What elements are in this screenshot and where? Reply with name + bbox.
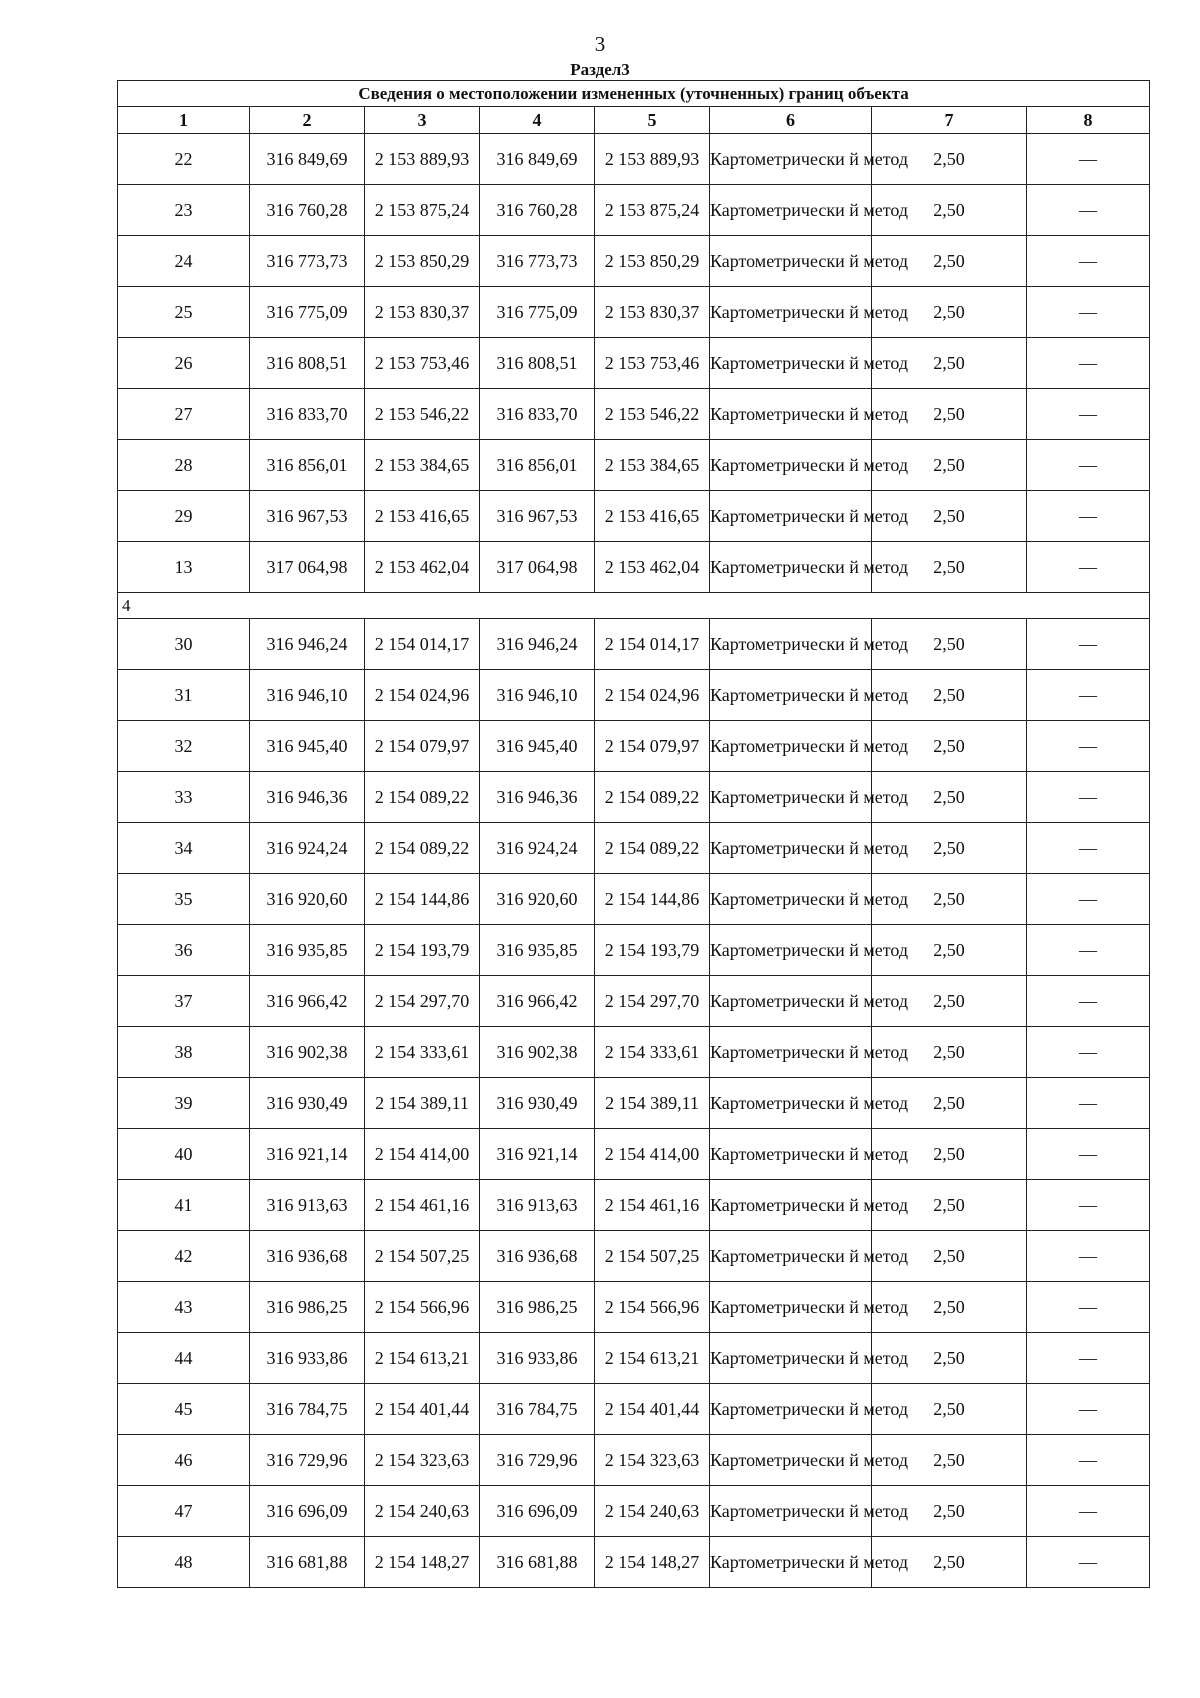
existing-y-cell: 2 153 889,93: [365, 134, 480, 185]
point-number-cell: 26: [118, 338, 250, 389]
new-x-cell: 317 064,98: [480, 542, 595, 593]
description-cell: —: [1027, 389, 1150, 440]
new-x-cell: 316 729,96: [480, 1435, 595, 1486]
method-cell: Картометрически й метод: [710, 542, 872, 593]
table-row: [118, 772, 1150, 823]
new-x-cell: 316 696,09: [480, 1486, 595, 1537]
existing-x-cell: 316 808,51: [250, 338, 365, 389]
table-row: [118, 389, 1150, 440]
existing-y-cell: 2 154 414,00: [365, 1129, 480, 1180]
point-number-cell: 28: [118, 440, 250, 491]
accuracy-cell: 2,50: [872, 670, 1027, 721]
table-row: [118, 287, 1150, 338]
contour-group-row: [118, 593, 1150, 619]
existing-x-cell: 316 946,36: [250, 772, 365, 823]
existing-y-cell: 2 154 323,63: [365, 1435, 480, 1486]
description-cell: —: [1027, 976, 1150, 1027]
existing-x-cell: 316 920,60: [250, 874, 365, 925]
method-cell: Картометрически й метод: [710, 925, 872, 976]
table-row: [118, 1333, 1150, 1384]
existing-x-cell: 316 696,09: [250, 1486, 365, 1537]
method-cell: Картометрически й метод: [710, 185, 872, 236]
table-body: [118, 134, 1150, 1588]
method-cell: Картометрически й метод: [710, 134, 872, 185]
point-number-cell: 29: [118, 491, 250, 542]
new-x-cell: 316 946,10: [480, 670, 595, 721]
point-number-cell: 25: [118, 287, 250, 338]
existing-y-cell: 2 154 089,22: [365, 823, 480, 874]
method-cell: Картометрически й метод: [710, 1078, 872, 1129]
column-number: 3: [365, 107, 480, 134]
new-y-cell: 2 154 566,96: [595, 1282, 710, 1333]
point-number-cell: 43: [118, 1282, 250, 1333]
table-row: [118, 1180, 1150, 1231]
accuracy-cell: 2,50: [872, 976, 1027, 1027]
table-row: [118, 670, 1150, 721]
new-y-cell: 2 154 240,63: [595, 1486, 710, 1537]
point-number-cell: 27: [118, 389, 250, 440]
point-number-cell: 48: [118, 1537, 250, 1588]
column-number: 2: [250, 107, 365, 134]
table-row: [118, 619, 1150, 670]
method-cell: Картометрически й метод: [710, 491, 872, 542]
existing-x-cell: 316 760,28: [250, 185, 365, 236]
accuracy-cell: 2,50: [872, 1537, 1027, 1588]
point-number-cell: 45: [118, 1384, 250, 1435]
point-number-cell: 37: [118, 976, 250, 1027]
description-cell: —: [1027, 1384, 1150, 1435]
accuracy-cell: 2,50: [872, 874, 1027, 925]
point-number-cell: 39: [118, 1078, 250, 1129]
table-row: [118, 185, 1150, 236]
existing-x-cell: 316 775,09: [250, 287, 365, 338]
existing-y-cell: 2 153 384,65: [365, 440, 480, 491]
existing-y-cell: 2 154 148,27: [365, 1537, 480, 1588]
new-x-cell: 316 921,14: [480, 1129, 595, 1180]
method-cell: Картометрически й метод: [710, 1282, 872, 1333]
new-x-cell: 316 946,36: [480, 772, 595, 823]
existing-x-cell: 316 967,53: [250, 491, 365, 542]
method-cell: Картометрически й метод: [710, 1027, 872, 1078]
accuracy-cell: 2,50: [872, 338, 1027, 389]
new-y-cell: 2 153 546,22: [595, 389, 710, 440]
point-number-cell: 30: [118, 619, 250, 670]
existing-y-cell: 2 153 830,37: [365, 287, 480, 338]
description-cell: —: [1027, 491, 1150, 542]
new-x-cell: 316 986,25: [480, 1282, 595, 1333]
new-y-cell: 2 153 462,04: [595, 542, 710, 593]
accuracy-cell: 2,50: [872, 1333, 1027, 1384]
column-number: 4: [480, 107, 595, 134]
new-y-cell: 2 154 079,97: [595, 721, 710, 772]
new-x-cell: 316 833,70: [480, 389, 595, 440]
point-number-cell: 34: [118, 823, 250, 874]
table-row: [118, 1129, 1150, 1180]
table-row: [118, 1384, 1150, 1435]
description-cell: —: [1027, 1027, 1150, 1078]
description-cell: —: [1027, 236, 1150, 287]
table-row: [118, 1078, 1150, 1129]
method-cell: Картометрически й метод: [710, 1333, 872, 1384]
existing-x-cell: 316 913,63: [250, 1180, 365, 1231]
table-row: [118, 236, 1150, 287]
description-cell: —: [1027, 1282, 1150, 1333]
existing-y-cell: 2 154 144,86: [365, 874, 480, 925]
new-y-cell: 2 153 416,65: [595, 491, 710, 542]
new-y-cell: 2 154 014,17: [595, 619, 710, 670]
table-row: [118, 1435, 1150, 1486]
new-y-cell: 2 154 414,00: [595, 1129, 710, 1180]
method-cell: Картометрически й метод: [710, 1537, 872, 1588]
existing-y-cell: 2 154 240,63: [365, 1486, 480, 1537]
accuracy-cell: 2,50: [872, 491, 1027, 542]
accuracy-cell: 2,50: [872, 1384, 1027, 1435]
description-cell: —: [1027, 185, 1150, 236]
accuracy-cell: 2,50: [872, 185, 1027, 236]
new-x-cell: 316 936,68: [480, 1231, 595, 1282]
existing-x-cell: 316 930,49: [250, 1078, 365, 1129]
table-row: [118, 1231, 1150, 1282]
accuracy-cell: 2,50: [872, 1435, 1027, 1486]
description-cell: —: [1027, 1486, 1150, 1537]
existing-y-cell: 2 153 875,24: [365, 185, 480, 236]
existing-y-cell: 2 154 193,79: [365, 925, 480, 976]
point-number-cell: 24: [118, 236, 250, 287]
description-cell: —: [1027, 542, 1150, 593]
new-x-cell: 316 946,24: [480, 619, 595, 670]
new-y-cell: 2 153 384,65: [595, 440, 710, 491]
accuracy-cell: 2,50: [872, 772, 1027, 823]
point-number-cell: 13: [118, 542, 250, 593]
method-cell: Картометрически й метод: [710, 1231, 872, 1282]
new-x-cell: 316 856,01: [480, 440, 595, 491]
new-x-cell: 316 930,49: [480, 1078, 595, 1129]
existing-x-cell: 316 946,10: [250, 670, 365, 721]
existing-x-cell: 316 936,68: [250, 1231, 365, 1282]
point-number-cell: 35: [118, 874, 250, 925]
new-x-cell: 316 945,40: [480, 721, 595, 772]
new-y-cell: 2 154 148,27: [595, 1537, 710, 1588]
new-y-cell: 2 154 024,96: [595, 670, 710, 721]
new-y-cell: 2 154 461,16: [595, 1180, 710, 1231]
description-cell: —: [1027, 338, 1150, 389]
table-row: [118, 823, 1150, 874]
existing-y-cell: 2 154 014,17: [365, 619, 480, 670]
accuracy-cell: 2,50: [872, 823, 1027, 874]
new-x-cell: 316 924,24: [480, 823, 595, 874]
boundary-coordinates-table: [117, 80, 1150, 1588]
method-cell: Картометрически й метод: [710, 1129, 872, 1180]
new-y-cell: 2 154 401,44: [595, 1384, 710, 1435]
description-cell: —: [1027, 1129, 1150, 1180]
existing-x-cell: 316 773,73: [250, 236, 365, 287]
new-y-cell: 2 153 875,24: [595, 185, 710, 236]
table-row: [118, 440, 1150, 491]
description-cell: —: [1027, 1180, 1150, 1231]
existing-x-cell: 316 902,38: [250, 1027, 365, 1078]
table-row: [118, 976, 1150, 1027]
description-cell: —: [1027, 1231, 1150, 1282]
point-number-cell: 23: [118, 185, 250, 236]
accuracy-cell: 2,50: [872, 721, 1027, 772]
accuracy-cell: 2,50: [872, 389, 1027, 440]
new-x-cell: 316 808,51: [480, 338, 595, 389]
new-x-cell: 316 920,60: [480, 874, 595, 925]
table-row: [118, 134, 1150, 185]
method-cell: Картометрически й метод: [710, 670, 872, 721]
point-number-cell: 33: [118, 772, 250, 823]
description-cell: —: [1027, 1435, 1150, 1486]
accuracy-cell: 2,50: [872, 440, 1027, 491]
method-cell: Картометрически й метод: [710, 976, 872, 1027]
new-x-cell: 316 784,75: [480, 1384, 595, 1435]
accuracy-cell: 2,50: [872, 1231, 1027, 1282]
description-cell: —: [1027, 619, 1150, 670]
new-y-cell: 2 154 297,70: [595, 976, 710, 1027]
existing-y-cell: 2 154 333,61: [365, 1027, 480, 1078]
existing-y-cell: 2 153 546,22: [365, 389, 480, 440]
existing-x-cell: 316 986,25: [250, 1282, 365, 1333]
existing-y-cell: 2 153 462,04: [365, 542, 480, 593]
existing-y-cell: 2 154 024,96: [365, 670, 480, 721]
method-cell: Картометрически й метод: [710, 619, 872, 670]
description-cell: —: [1027, 1333, 1150, 1384]
accuracy-cell: 2,50: [872, 1282, 1027, 1333]
new-y-cell: 2 154 089,22: [595, 823, 710, 874]
method-cell: Картометрически й метод: [710, 772, 872, 823]
existing-x-cell: 317 064,98: [250, 542, 365, 593]
method-cell: Картометрически й метод: [710, 338, 872, 389]
new-y-cell: 2 153 850,29: [595, 236, 710, 287]
new-x-cell: 316 966,42: [480, 976, 595, 1027]
accuracy-cell: 2,50: [872, 1027, 1027, 1078]
existing-y-cell: 2 154 089,22: [365, 772, 480, 823]
table-row: [118, 925, 1150, 976]
existing-y-cell: 2 154 389,11: [365, 1078, 480, 1129]
new-y-cell: 2 154 333,61: [595, 1027, 710, 1078]
point-number-cell: 44: [118, 1333, 250, 1384]
method-cell: Картометрически й метод: [710, 1180, 872, 1231]
accuracy-cell: 2,50: [872, 1180, 1027, 1231]
new-y-cell: 2 153 753,46: [595, 338, 710, 389]
point-number-cell: 36: [118, 925, 250, 976]
existing-x-cell: 316 849,69: [250, 134, 365, 185]
point-number-cell: 41: [118, 1180, 250, 1231]
new-y-cell: 2 154 193,79: [595, 925, 710, 976]
accuracy-cell: 2,50: [872, 236, 1027, 287]
method-cell: Картометрически й метод: [710, 236, 872, 287]
new-x-cell: 316 849,69: [480, 134, 595, 185]
new-y-cell: 2 154 089,22: [595, 772, 710, 823]
accuracy-cell: 2,50: [872, 1078, 1027, 1129]
point-number-cell: 31: [118, 670, 250, 721]
table-row: [118, 491, 1150, 542]
new-x-cell: 316 933,86: [480, 1333, 595, 1384]
existing-x-cell: 316 946,24: [250, 619, 365, 670]
column-number: 5: [595, 107, 710, 134]
new-y-cell: 2 154 507,25: [595, 1231, 710, 1282]
new-x-cell: 316 913,63: [480, 1180, 595, 1231]
new-x-cell: 316 935,85: [480, 925, 595, 976]
accuracy-cell: 2,50: [872, 542, 1027, 593]
existing-x-cell: 316 935,85: [250, 925, 365, 976]
table-row: [118, 1027, 1150, 1078]
method-cell: Картометрически й метод: [710, 874, 872, 925]
description-cell: —: [1027, 440, 1150, 491]
existing-x-cell: 316 924,24: [250, 823, 365, 874]
accuracy-cell: 2,50: [872, 287, 1027, 338]
accuracy-cell: 2,50: [872, 619, 1027, 670]
existing-y-cell: 2 153 753,46: [365, 338, 480, 389]
method-cell: Картометрически й метод: [710, 440, 872, 491]
existing-x-cell: 316 966,42: [250, 976, 365, 1027]
new-x-cell: 316 902,38: [480, 1027, 595, 1078]
table-row: [118, 338, 1150, 389]
existing-x-cell: 316 856,01: [250, 440, 365, 491]
table-row: [118, 721, 1150, 772]
existing-x-cell: 316 729,96: [250, 1435, 365, 1486]
page-number: 3: [594, 32, 606, 56]
table-row: [118, 1282, 1150, 1333]
existing-x-cell: 316 681,88: [250, 1537, 365, 1588]
description-cell: —: [1027, 721, 1150, 772]
method-cell: Картометрически й метод: [710, 1486, 872, 1537]
point-number-cell: 38: [118, 1027, 250, 1078]
existing-x-cell: 316 945,40: [250, 721, 365, 772]
new-y-cell: 2 154 323,63: [595, 1435, 710, 1486]
new-x-cell: 316 775,09: [480, 287, 595, 338]
table-caption: Сведения о местоположении измененных (уточненных) границ объекта: [118, 81, 1150, 107]
new-y-cell: 2 154 613,21: [595, 1333, 710, 1384]
existing-x-cell: 316 921,14: [250, 1129, 365, 1180]
description-cell: —: [1027, 1537, 1150, 1588]
method-cell: Картометрически й метод: [710, 721, 872, 772]
existing-y-cell: 2 153 850,29: [365, 236, 480, 287]
table-row: [118, 1486, 1150, 1537]
method-cell: Картометрически й метод: [710, 823, 872, 874]
point-number-cell: 46: [118, 1435, 250, 1486]
accuracy-cell: 2,50: [872, 1486, 1027, 1537]
new-y-cell: 2 153 830,37: [595, 287, 710, 338]
new-x-cell: 316 967,53: [480, 491, 595, 542]
method-cell: Картометрически й метод: [710, 389, 872, 440]
contour-group-label: 4: [118, 593, 1150, 619]
new-x-cell: 316 681,88: [480, 1537, 595, 1588]
method-cell: Картометрически й метод: [710, 287, 872, 338]
point-number-cell: 42: [118, 1231, 250, 1282]
existing-y-cell: 2 154 297,70: [365, 976, 480, 1027]
description-cell: —: [1027, 670, 1150, 721]
point-number-cell: 22: [118, 134, 250, 185]
existing-x-cell: 316 933,86: [250, 1333, 365, 1384]
column-number: 6: [710, 107, 872, 134]
new-y-cell: 2 154 389,11: [595, 1078, 710, 1129]
point-number-cell: 40: [118, 1129, 250, 1180]
existing-y-cell: 2 154 507,25: [365, 1231, 480, 1282]
accuracy-cell: 2,50: [872, 1129, 1027, 1180]
existing-y-cell: 2 154 461,16: [365, 1180, 480, 1231]
point-number-cell: 32: [118, 721, 250, 772]
column-number: 7: [872, 107, 1027, 134]
table-row: [118, 542, 1150, 593]
table-row: [118, 874, 1150, 925]
new-x-cell: 316 760,28: [480, 185, 595, 236]
method-cell: Картометрически й метод: [710, 1384, 872, 1435]
method-cell: Картометрически й метод: [710, 1435, 872, 1486]
accuracy-cell: 2,50: [872, 134, 1027, 185]
description-cell: —: [1027, 874, 1150, 925]
description-cell: —: [1027, 772, 1150, 823]
description-cell: —: [1027, 925, 1150, 976]
new-y-cell: 2 153 889,93: [595, 134, 710, 185]
new-y-cell: 2 154 144,86: [595, 874, 710, 925]
description-cell: —: [1027, 134, 1150, 185]
existing-y-cell: 2 154 079,97: [365, 721, 480, 772]
existing-y-cell: 2 154 613,21: [365, 1333, 480, 1384]
column-number: 8: [1027, 107, 1150, 134]
accuracy-cell: 2,50: [872, 925, 1027, 976]
existing-x-cell: 316 833,70: [250, 389, 365, 440]
existing-y-cell: 2 154 401,44: [365, 1384, 480, 1435]
description-cell: —: [1027, 823, 1150, 874]
column-number: 1: [118, 107, 250, 134]
table-row: [118, 1537, 1150, 1588]
section-title: Раздел3: [570, 60, 630, 79]
description-cell: —: [1027, 287, 1150, 338]
description-cell: —: [1027, 1078, 1150, 1129]
existing-y-cell: 2 154 566,96: [365, 1282, 480, 1333]
existing-x-cell: 316 784,75: [250, 1384, 365, 1435]
new-x-cell: 316 773,73: [480, 236, 595, 287]
existing-y-cell: 2 153 416,65: [365, 491, 480, 542]
point-number-cell: 47: [118, 1486, 250, 1537]
